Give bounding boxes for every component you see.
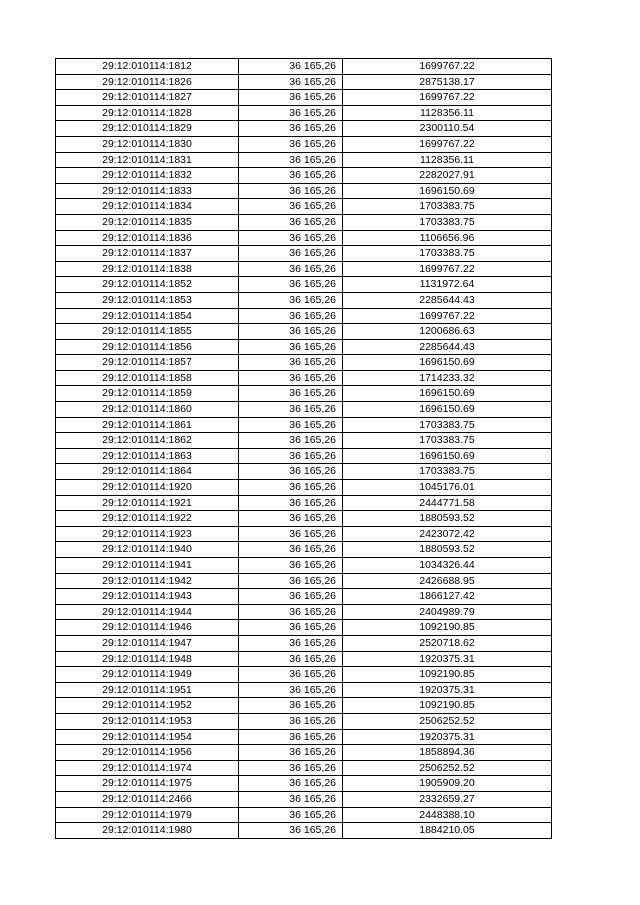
value-cell: 1866127.42: [343, 589, 552, 605]
area-cell: 36 165,26: [239, 495, 343, 511]
cadastral-number-cell: 29:12:010114:1941: [56, 558, 239, 574]
table-row: [56, 620, 552, 636]
value-cell: 2285644.43: [343, 339, 552, 355]
area-cell: 36 165,26: [239, 74, 343, 90]
value-cell: 1699767.22: [343, 308, 552, 324]
area-cell: 36 165,26: [239, 620, 343, 636]
value-cell: 2506252.52: [343, 760, 552, 776]
cadastral-number-cell: 29:12:010114:1833: [56, 183, 239, 199]
cadastral-number-cell: 29:12:010114:1832: [56, 168, 239, 184]
value-cell: 2506252.52: [343, 713, 552, 729]
table-row: [56, 339, 552, 355]
value-cell: 1128356.11: [343, 152, 552, 168]
value-cell: 1696150.69: [343, 448, 552, 464]
value-cell: 1699767.22: [343, 136, 552, 152]
area-cell: 36 165,26: [239, 121, 343, 137]
cadastral-number-cell: 29:12:010114:1920: [56, 480, 239, 496]
table-row: [56, 745, 552, 761]
cadastral-number-cell: 29:12:010114:1923: [56, 526, 239, 542]
value-cell: 2444771.58: [343, 495, 552, 511]
area-cell: 36 165,26: [239, 776, 343, 792]
cadastral-number-cell: 29:12:010114:1838: [56, 261, 239, 277]
table-row: [56, 324, 552, 340]
cadastral-number-cell: 29:12:010114:2466: [56, 791, 239, 807]
area-cell: 36 165,26: [239, 168, 343, 184]
table-row: [56, 526, 552, 542]
table-row: [56, 168, 552, 184]
area-cell: 36 165,26: [239, 542, 343, 558]
area-cell: 36 165,26: [239, 417, 343, 433]
table-row: [56, 495, 552, 511]
table-row: [56, 558, 552, 574]
area-cell: 36 165,26: [239, 230, 343, 246]
cadastral-number-cell: 29:12:010114:1836: [56, 230, 239, 246]
area-cell: 36 165,26: [239, 183, 343, 199]
value-cell: 1703383.75: [343, 214, 552, 230]
value-cell: 1696150.69: [343, 386, 552, 402]
table-row: [56, 402, 552, 418]
value-cell: 1696150.69: [343, 402, 552, 418]
cadastral-table: [55, 58, 552, 839]
area-cell: 36 165,26: [239, 292, 343, 308]
cadastral-number-cell: 29:12:010114:1944: [56, 604, 239, 620]
table-row: [56, 261, 552, 277]
value-cell: 1106656.96: [343, 230, 552, 246]
table-row: [56, 791, 552, 807]
area-cell: 36 165,26: [239, 682, 343, 698]
value-cell: 1905909.20: [343, 776, 552, 792]
area-cell: 36 165,26: [239, 261, 343, 277]
area-cell: 36 165,26: [239, 745, 343, 761]
area-cell: 36 165,26: [239, 59, 343, 75]
table-row: [56, 105, 552, 121]
cadastral-number-cell: 29:12:010114:1854: [56, 308, 239, 324]
table-row: [56, 651, 552, 667]
table-row: [56, 604, 552, 620]
cadastral-number-cell: 29:12:010114:1922: [56, 511, 239, 527]
table-row: [56, 542, 552, 558]
area-cell: 36 165,26: [239, 214, 343, 230]
area-cell: 36 165,26: [239, 355, 343, 371]
cadastral-number-cell: 29:12:010114:1863: [56, 448, 239, 464]
table-row: [56, 682, 552, 698]
area-cell: 36 165,26: [239, 324, 343, 340]
table-body: [56, 59, 552, 839]
table-row: [56, 386, 552, 402]
table-row: [56, 464, 552, 480]
cadastral-number-cell: 29:12:010114:1943: [56, 589, 239, 605]
value-cell: 1703383.75: [343, 464, 552, 480]
value-cell: 1200686.63: [343, 324, 552, 340]
value-cell: 1920375.31: [343, 682, 552, 698]
value-cell: 2875138.17: [343, 74, 552, 90]
table-row: [56, 417, 552, 433]
table-row: [56, 214, 552, 230]
area-cell: 36 165,26: [239, 402, 343, 418]
value-cell: 1092190.85: [343, 620, 552, 636]
value-cell: 2300110.54: [343, 121, 552, 137]
cadastral-number-cell: 29:12:010114:1858: [56, 370, 239, 386]
value-cell: 2448388.10: [343, 807, 552, 823]
cadastral-number-cell: 29:12:010114:1942: [56, 573, 239, 589]
value-cell: 1884210.05: [343, 823, 552, 839]
cadastral-number-cell: 29:12:010114:1956: [56, 745, 239, 761]
cadastral-number-cell: 29:12:010114:1830: [56, 136, 239, 152]
cadastral-number-cell: 29:12:010114:1951: [56, 682, 239, 698]
document-page: [55, 58, 551, 839]
value-cell: 1703383.75: [343, 417, 552, 433]
area-cell: 36 165,26: [239, 667, 343, 683]
cadastral-number-cell: 29:12:010114:1831: [56, 152, 239, 168]
value-cell: 1699767.22: [343, 261, 552, 277]
cadastral-number-cell: 29:12:010114:1947: [56, 635, 239, 651]
value-cell: 1920375.31: [343, 729, 552, 745]
cadastral-number-cell: 29:12:010114:1946: [56, 620, 239, 636]
table-row: [56, 760, 552, 776]
area-cell: 36 165,26: [239, 589, 343, 605]
area-cell: 36 165,26: [239, 698, 343, 714]
area-cell: 36 165,26: [239, 823, 343, 839]
area-cell: 36 165,26: [239, 635, 343, 651]
value-cell: 1714233.32: [343, 370, 552, 386]
table-row: [56, 713, 552, 729]
value-cell: 1920375.31: [343, 651, 552, 667]
table-row: [56, 90, 552, 106]
value-cell: 1699767.22: [343, 90, 552, 106]
cadastral-number-cell: 29:12:010114:1862: [56, 433, 239, 449]
cadastral-number-cell: 29:12:010114:1940: [56, 542, 239, 558]
area-cell: 36 165,26: [239, 152, 343, 168]
table-row: [56, 121, 552, 137]
table-row: [56, 448, 552, 464]
area-cell: 36 165,26: [239, 573, 343, 589]
value-cell: 1696150.69: [343, 183, 552, 199]
area-cell: 36 165,26: [239, 526, 343, 542]
value-cell: 1128356.11: [343, 105, 552, 121]
value-cell: 1699767.22: [343, 59, 552, 75]
value-cell: 1703383.75: [343, 246, 552, 262]
area-cell: 36 165,26: [239, 448, 343, 464]
value-cell: 1858894.36: [343, 745, 552, 761]
cadastral-number-cell: 29:12:010114:1954: [56, 729, 239, 745]
area-cell: 36 165,26: [239, 90, 343, 106]
cadastral-number-cell: 29:12:010114:1835: [56, 214, 239, 230]
table-row: [56, 183, 552, 199]
value-cell: 1092190.85: [343, 698, 552, 714]
area-cell: 36 165,26: [239, 651, 343, 667]
value-cell: 1703383.75: [343, 199, 552, 215]
cadastral-number-cell: 29:12:010114:1837: [56, 246, 239, 262]
table-row: [56, 807, 552, 823]
table-row: [56, 355, 552, 371]
table-row: [56, 589, 552, 605]
cadastral-number-cell: 29:12:010114:1861: [56, 417, 239, 433]
cadastral-number-cell: 29:12:010114:1979: [56, 807, 239, 823]
area-cell: 36 165,26: [239, 105, 343, 121]
value-cell: 2282027.91: [343, 168, 552, 184]
cadastral-number-cell: 29:12:010114:1829: [56, 121, 239, 137]
table-row: [56, 823, 552, 839]
area-cell: 36 165,26: [239, 729, 343, 745]
cadastral-number-cell: 29:12:010114:1834: [56, 199, 239, 215]
cadastral-number-cell: 29:12:010114:1953: [56, 713, 239, 729]
area-cell: 36 165,26: [239, 791, 343, 807]
table-row: [56, 59, 552, 75]
value-cell: 2404989.79: [343, 604, 552, 620]
area-cell: 36 165,26: [239, 713, 343, 729]
area-cell: 36 165,26: [239, 558, 343, 574]
table-row: [56, 573, 552, 589]
table-row: [56, 199, 552, 215]
cadastral-number-cell: 29:12:010114:1921: [56, 495, 239, 511]
value-cell: 2332659.27: [343, 791, 552, 807]
table-row: [56, 776, 552, 792]
value-cell: 2423072.42: [343, 526, 552, 542]
area-cell: 36 165,26: [239, 433, 343, 449]
area-cell: 36 165,26: [239, 199, 343, 215]
table-row: [56, 480, 552, 496]
cadastral-number-cell: 29:12:010114:1828: [56, 105, 239, 121]
table-row: [56, 308, 552, 324]
table-row: [56, 152, 552, 168]
area-cell: 36 165,26: [239, 308, 343, 324]
cadastral-number-cell: 29:12:010114:1859: [56, 386, 239, 402]
area-cell: 36 165,26: [239, 480, 343, 496]
area-cell: 36 165,26: [239, 807, 343, 823]
cadastral-number-cell: 29:12:010114:1974: [56, 760, 239, 776]
area-cell: 36 165,26: [239, 604, 343, 620]
area-cell: 36 165,26: [239, 386, 343, 402]
table-row: [56, 246, 552, 262]
value-cell: 2285644.43: [343, 292, 552, 308]
value-cell: 2520718.62: [343, 635, 552, 651]
table-row: [56, 74, 552, 90]
table-row: [56, 698, 552, 714]
cadastral-number-cell: 29:12:010114:1855: [56, 324, 239, 340]
cadastral-number-cell: 29:12:010114:1975: [56, 776, 239, 792]
table-row: [56, 370, 552, 386]
value-cell: 2426688.95: [343, 573, 552, 589]
table-row: [56, 667, 552, 683]
value-cell: 1131972.64: [343, 277, 552, 293]
table-row: [56, 230, 552, 246]
cadastral-number-cell: 29:12:010114:1857: [56, 355, 239, 371]
value-cell: 1092190.85: [343, 667, 552, 683]
table-row: [56, 277, 552, 293]
cadastral-number-cell: 29:12:010114:1826: [56, 74, 239, 90]
cadastral-number-cell: 29:12:010114:1852: [56, 277, 239, 293]
area-cell: 36 165,26: [239, 370, 343, 386]
table-row: [56, 635, 552, 651]
table-row: [56, 136, 552, 152]
area-cell: 36 165,26: [239, 339, 343, 355]
area-cell: 36 165,26: [239, 760, 343, 776]
value-cell: 1703383.75: [343, 433, 552, 449]
area-cell: 36 165,26: [239, 277, 343, 293]
cadastral-number-cell: 29:12:010114:1948: [56, 651, 239, 667]
table-row: [56, 729, 552, 745]
value-cell: 1880593.52: [343, 511, 552, 527]
value-cell: 1034326.44: [343, 558, 552, 574]
area-cell: 36 165,26: [239, 464, 343, 480]
cadastral-number-cell: 29:12:010114:1860: [56, 402, 239, 418]
cadastral-number-cell: 29:12:010114:1853: [56, 292, 239, 308]
value-cell: 1045176.01: [343, 480, 552, 496]
value-cell: 1696150.69: [343, 355, 552, 371]
area-cell: 36 165,26: [239, 136, 343, 152]
cadastral-number-cell: 29:12:010114:1812: [56, 59, 239, 75]
cadastral-number-cell: 29:12:010114:1827: [56, 90, 239, 106]
table-row: [56, 433, 552, 449]
table-row: [56, 511, 552, 527]
area-cell: 36 165,26: [239, 511, 343, 527]
table-row: [56, 292, 552, 308]
cadastral-number-cell: 29:12:010114:1864: [56, 464, 239, 480]
cadastral-number-cell: 29:12:010114:1856: [56, 339, 239, 355]
area-cell: 36 165,26: [239, 246, 343, 262]
cadastral-number-cell: 29:12:010114:1949: [56, 667, 239, 683]
cadastral-number-cell: 29:12:010114:1952: [56, 698, 239, 714]
cadastral-number-cell: 29:12:010114:1980: [56, 823, 239, 839]
value-cell: 1880593.52: [343, 542, 552, 558]
